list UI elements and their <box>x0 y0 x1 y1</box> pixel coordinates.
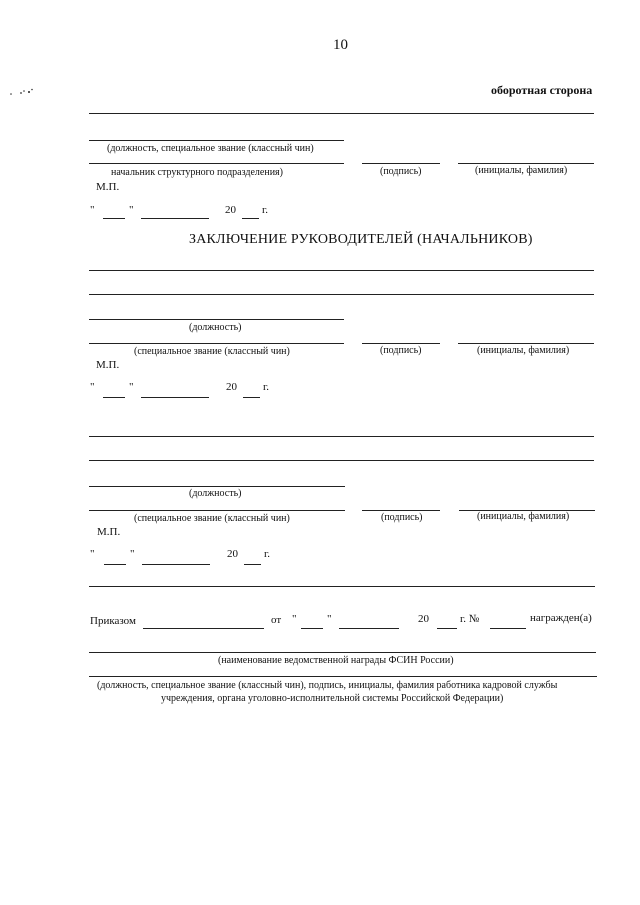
order-day-line[interactable] <box>301 628 323 629</box>
order-year-prefix: 20 <box>418 613 429 625</box>
order-label: Приказом <box>90 615 136 627</box>
line-initials-1[interactable] <box>458 163 594 164</box>
rank-caption: (специальное звание (классный чин) <box>134 513 290 524</box>
date-quote-close: " <box>130 548 135 560</box>
line-rank-3[interactable] <box>89 510 345 511</box>
order-from-label: от <box>271 614 282 626</box>
conclusion-line-2[interactable] <box>89 294 594 295</box>
rank-caption: (специальное звание (классный чин) <box>134 346 290 357</box>
line-position-2[interactable] <box>89 319 344 320</box>
section-title: ЗАКЛЮЧЕНИЕ РУКОВОДИТЕЛЕЙ (НАЧАЛЬНИКОВ) <box>189 232 533 247</box>
line-signature-1[interactable] <box>362 163 440 164</box>
date-year-prefix: 20 <box>225 204 236 216</box>
initials-caption: (инициалы, фамилия) <box>475 165 568 176</box>
award-name-line[interactable] <box>89 652 596 653</box>
date-quote-close: " <box>129 381 134 393</box>
position-caption: (должность) <box>189 488 242 499</box>
order-year-line[interactable] <box>437 628 457 629</box>
order-text-line[interactable] <box>143 628 264 629</box>
separator-line[interactable] <box>89 586 595 587</box>
order-number-line[interactable] <box>490 628 526 629</box>
date-year-suffix: г. <box>264 548 271 560</box>
date-day-line[interactable] <box>103 218 125 219</box>
date-month-line[interactable] <box>141 397 209 398</box>
conclusion-line-3[interactable] <box>89 436 594 437</box>
date-year-suffix: г. <box>262 204 269 216</box>
awarded-label: награжден(а) <box>530 612 592 624</box>
page-number: 10 <box>333 37 348 53</box>
order-quote-open: " <box>292 613 297 625</box>
hr-signature-line[interactable] <box>89 676 597 677</box>
date-day-line[interactable] <box>103 397 125 398</box>
date-quote-open: " <box>90 381 95 393</box>
position-caption: (должность) <box>189 322 242 333</box>
order-month-line[interactable] <box>339 628 399 629</box>
position-rank-caption: (должность, специальное звание (классный чин) <box>107 143 314 154</box>
hr-caption-line-2: учреждения, органа уголовно-исполнительной системы Российской Федерации) <box>161 693 504 704</box>
back-side-label: оборотная сторона <box>491 83 593 97</box>
hr-caption-line-1: (должность, специальное звание (классный чин), подпись, инициалы, фамилия работника кадровой службы <box>97 680 558 691</box>
initials-caption: (инициалы, фамилия) <box>477 511 570 522</box>
line-head-1[interactable] <box>89 163 344 164</box>
line-position-1[interactable] <box>89 140 344 141</box>
award-caption: (наименование ведомственной награды ФСИН России) <box>218 655 454 666</box>
conclusion-line-4[interactable] <box>89 460 594 461</box>
date-quote-open: " <box>90 548 95 560</box>
initials-caption: (инициалы, фамилия) <box>477 345 570 356</box>
line-signature-3[interactable] <box>362 510 440 511</box>
line-position-3[interactable] <box>89 486 345 487</box>
date-year-prefix: 20 <box>226 381 237 393</box>
date-quote-open: " <box>90 204 95 216</box>
date-month-line[interactable] <box>142 564 210 565</box>
date-year-line[interactable] <box>244 564 261 565</box>
date-year-line[interactable] <box>242 218 259 219</box>
date-year-prefix: 20 <box>227 548 238 560</box>
date-quote-close: " <box>129 204 134 216</box>
head-caption: начальник структурного подразделения) <box>111 167 283 178</box>
signature-caption: (подпись) <box>381 512 423 523</box>
signature-caption: (подпись) <box>380 345 422 356</box>
signature-caption: (подпись) <box>380 166 422 177</box>
line-initials-2[interactable] <box>458 343 594 344</box>
seal-label: М.П. <box>96 359 120 371</box>
date-month-line[interactable] <box>141 218 209 219</box>
seal-label: М.П. <box>97 526 121 538</box>
line-rank-2[interactable] <box>89 343 344 344</box>
scan-speck-mark <box>8 88 36 98</box>
date-year-suffix: г. <box>263 381 270 393</box>
order-quote-close: " <box>327 613 332 625</box>
line-fill-1[interactable] <box>89 113 594 114</box>
line-signature-2[interactable] <box>362 343 440 344</box>
date-year-line[interactable] <box>243 397 260 398</box>
seal-label: М.П. <box>96 181 120 193</box>
date-day-line[interactable] <box>104 564 126 565</box>
conclusion-line-1[interactable] <box>89 270 594 271</box>
order-number-label: г. № <box>460 613 480 625</box>
